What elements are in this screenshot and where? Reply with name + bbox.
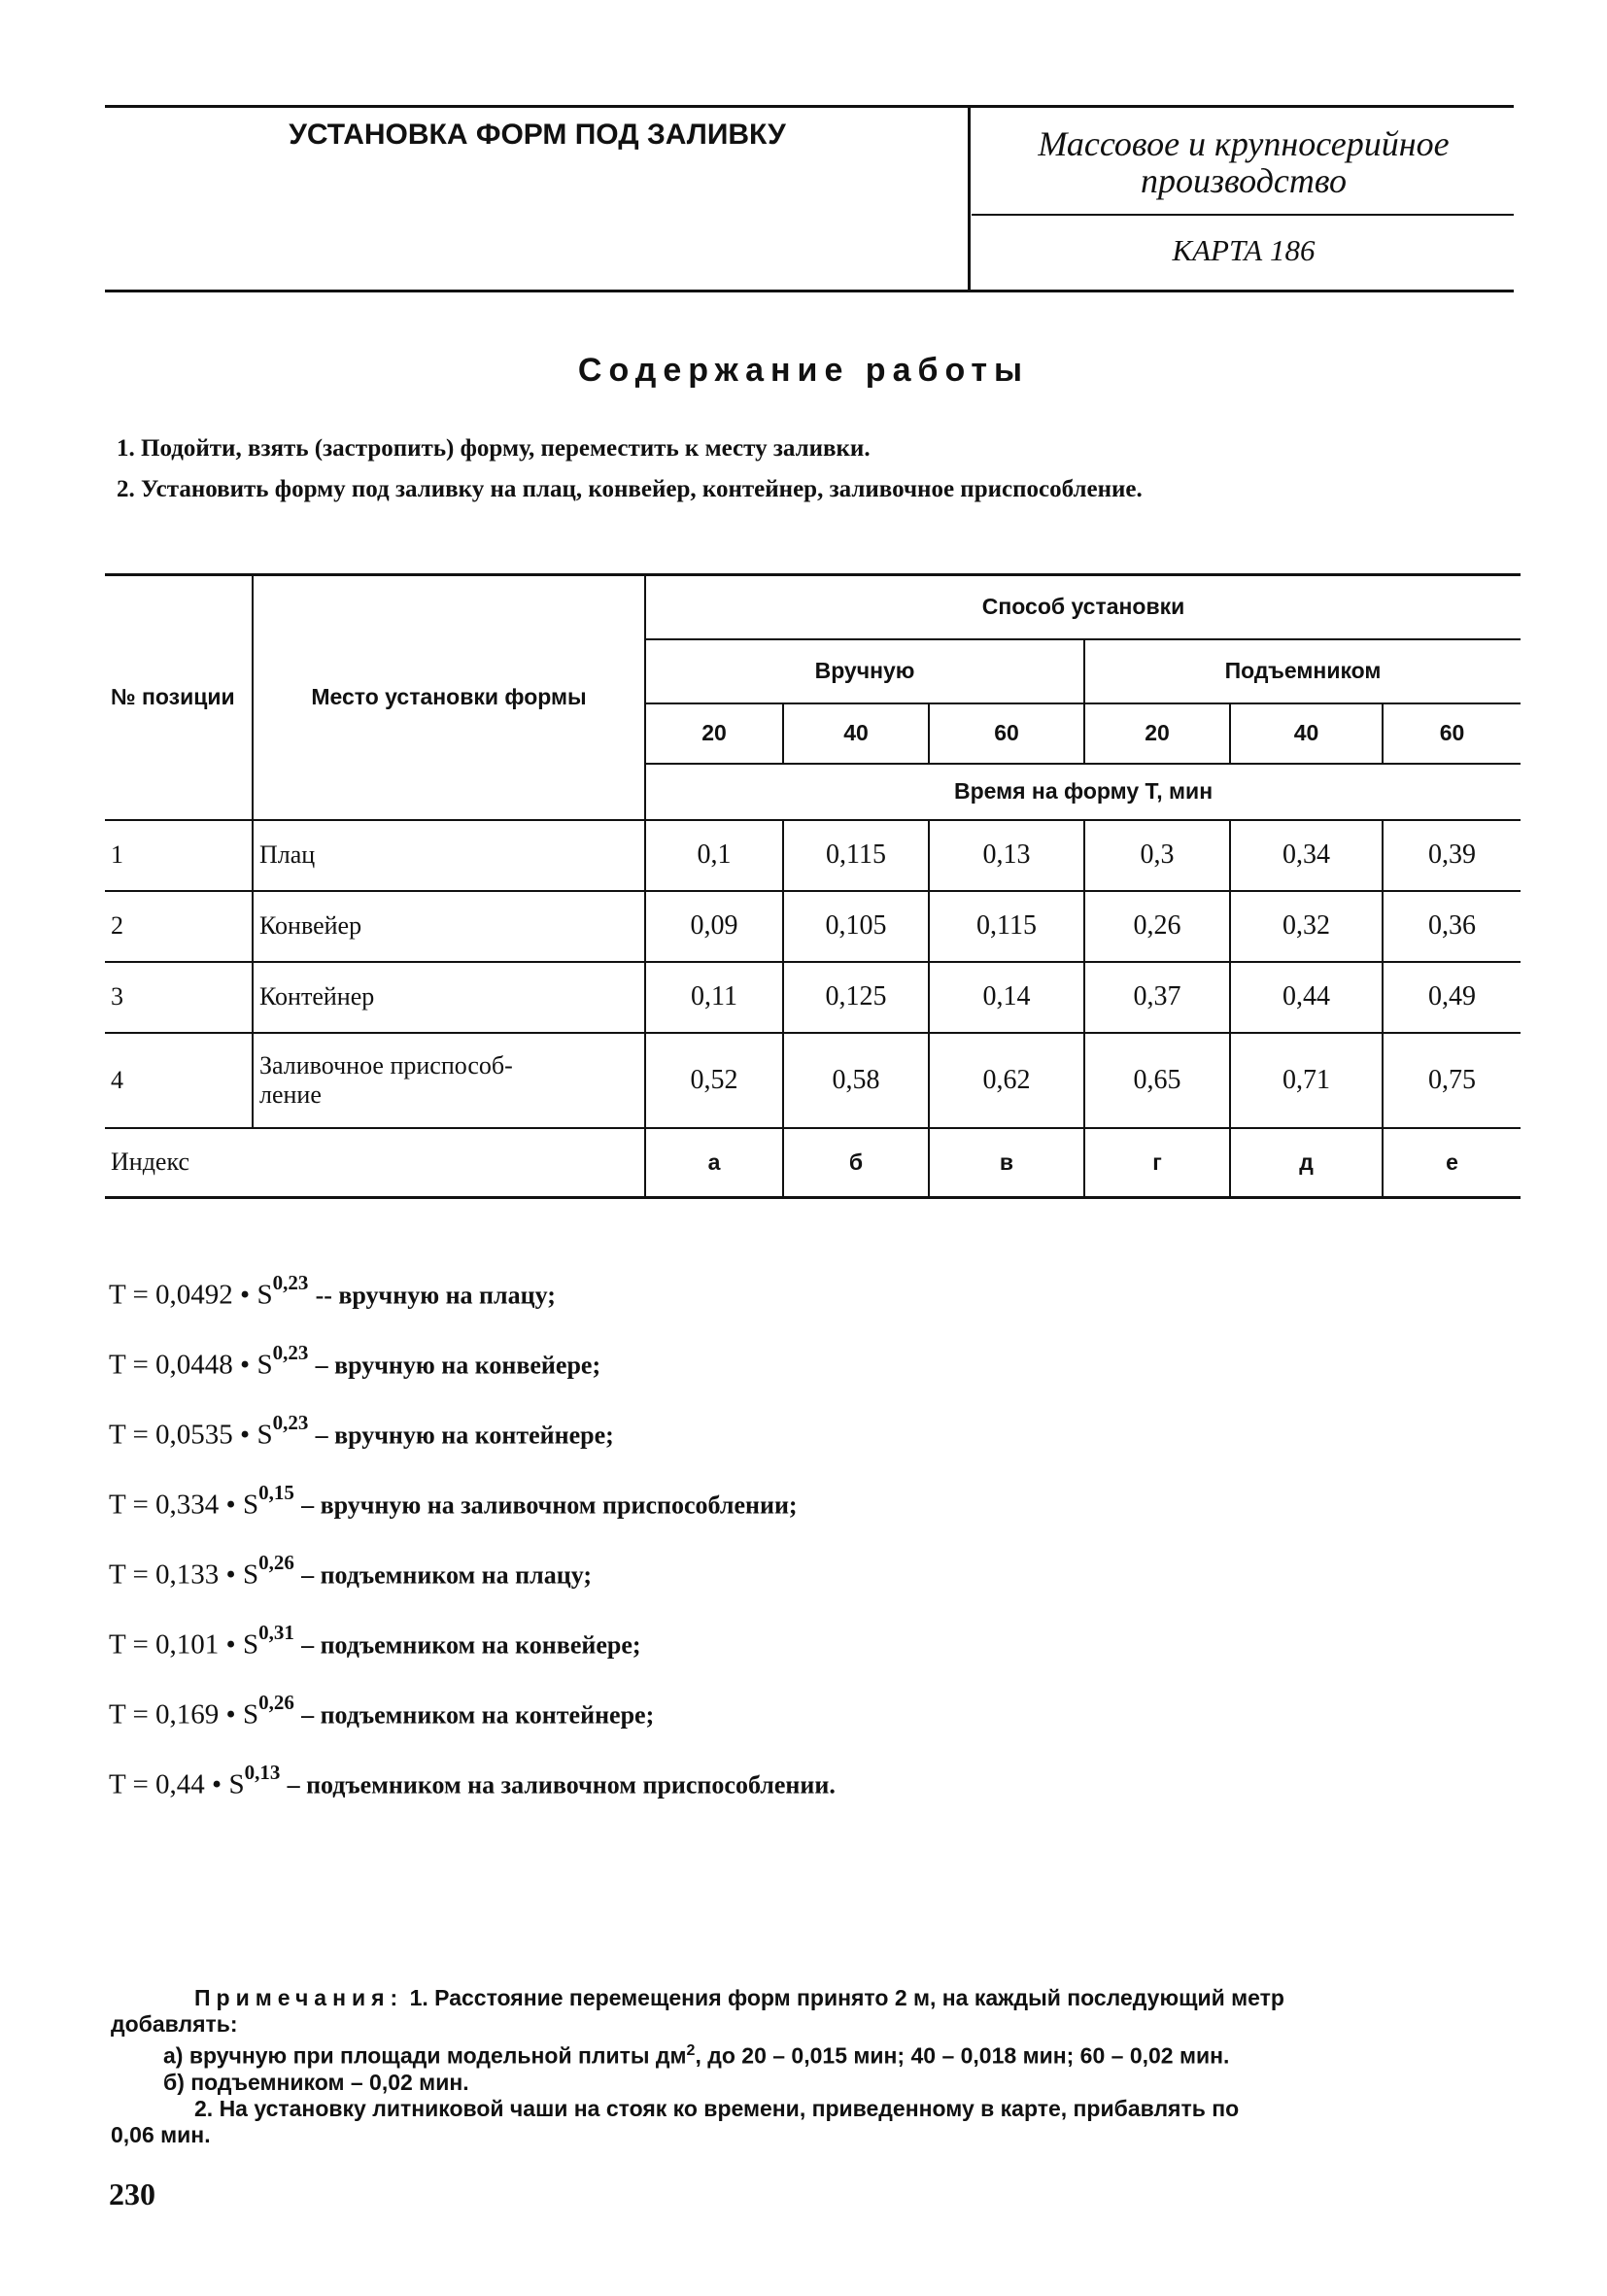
value-cell: 0,71: [1230, 1033, 1383, 1128]
header-position: № позиции: [105, 575, 253, 820]
row-place-line1: Заливочное приспособ-: [259, 1050, 513, 1079]
value-cell: 0,125: [783, 962, 929, 1033]
header-method: Способ установки: [645, 575, 1521, 639]
value-cell: 0,58: [783, 1033, 929, 1128]
size-header: 60: [1383, 703, 1521, 764]
index-cell: г: [1084, 1128, 1230, 1198]
value-cell: 0,14: [929, 962, 1084, 1033]
notes-line: 2. На установку литниковой чаши на стояк ко времени, приведенному в карте, прибавлять по: [194, 2095, 1240, 2121]
formula: T = 0,0448 • S$^{0,23}$ – вручную на конвейере;: [109, 1341, 601, 1381]
notes-line: Примечания: 1. Расстояние перемещения форм принято 2 м, на каждый последующий метр: [194, 1985, 1284, 2010]
size-header: 20: [645, 703, 783, 764]
header-top-rule: [105, 105, 1514, 108]
value-cell: 0,32: [1230, 891, 1383, 962]
value-cell: 0,11: [645, 962, 783, 1033]
value-cell: 0,37: [1084, 962, 1230, 1033]
card-title: УСТАНОВКА ФОРМ ПОД ЗАЛИВКУ: [289, 119, 786, 151]
value-cell: 0,44: [1230, 962, 1383, 1033]
value-cell: 0,65: [1084, 1033, 1230, 1128]
size-header: 20: [1084, 703, 1230, 764]
value-cell: 0,52: [645, 1033, 783, 1128]
size-header: 40: [783, 703, 929, 764]
formula: T = 0,0492 • S$^{0,23}$ -- вручную на плацу;: [109, 1271, 556, 1311]
value-cell: 0,115: [783, 820, 929, 891]
work-step-2: 2. Установить форму под заливку на плац, конвейер, контейнер, заливочное приспособление.: [117, 476, 1143, 502]
notes-label: Примечания:: [194, 1985, 404, 2010]
card-number: КАРТА 186: [1172, 233, 1316, 267]
table-row: [105, 1033, 1521, 1128]
header-place: Место установки формы: [253, 575, 645, 820]
row-place: [253, 1033, 645, 1128]
value-cell: 0,62: [929, 1033, 1084, 1128]
row-place: Контейнер: [253, 962, 645, 1033]
production-type-line1: Массовое и крупносерийное: [1038, 124, 1450, 163]
index-cell: е: [1383, 1128, 1521, 1198]
value-cell: 0,36: [1383, 891, 1521, 962]
header-manual: Вручную: [645, 639, 1084, 703]
header-bottom-rule: [105, 290, 1514, 292]
row-place: Конвейер: [253, 891, 645, 962]
notes-line: 0,06 мин.: [111, 2121, 211, 2147]
header-time: Время на форму Т, мин: [645, 764, 1521, 820]
value-cell: 0,49: [1383, 962, 1521, 1033]
production-type-line2: производство: [1140, 161, 1348, 200]
row-position: 4: [105, 1033, 253, 1128]
work-content-title: Содержание работы: [577, 352, 1030, 389]
work-step-1: 1. Подойти, взять (застропить) форму, переместить к месту заливки.: [117, 435, 871, 462]
formula: T = 0,169 • S$^{0,26}$ – подъемником на контейнере;: [109, 1691, 655, 1731]
index-label: Индекс: [105, 1128, 645, 1198]
index-row: [105, 1128, 1521, 1198]
value-cell: 0,13: [929, 820, 1084, 891]
row-position: 3: [105, 962, 253, 1033]
table-row: [105, 891, 1521, 962]
index-cell: б: [783, 1128, 929, 1198]
table-row: [105, 820, 1521, 891]
row-place: Плац: [253, 820, 645, 891]
index-cell: д: [1230, 1128, 1383, 1198]
value-cell: 0,1: [645, 820, 783, 891]
table-row: [105, 962, 1521, 1033]
value-cell: 0,75: [1383, 1033, 1521, 1128]
header-mid-rule: [972, 214, 1514, 216]
notes-line: добавлять:: [111, 2011, 238, 2037]
size-header: 40: [1230, 703, 1383, 764]
size-header: 60: [929, 703, 1084, 764]
index-cell: а: [645, 1128, 783, 1198]
row-place-line2: ление: [259, 1079, 322, 1109]
formula: T = 0,133 • S$^{0,26}$ – подъемником на плацу;: [109, 1551, 593, 1591]
value-cell: 0,09: [645, 891, 783, 962]
formula: T = 0,334 • S$^{0,15}$ – вручную на заливочном приспособлении;: [109, 1481, 798, 1521]
notes-line: а) вручную при площади модельной плиты $дм^2$, до 20 – 0,015 мин; 40 – 0,018 мин; 60 – 0,02 мин.: [163, 2042, 1230, 2069]
value-cell: 0,115: [929, 891, 1084, 962]
header-lift: Подъемником: [1084, 639, 1521, 703]
value-cell: 0,26: [1084, 891, 1230, 962]
page-number: 230: [109, 2176, 155, 2211]
value-cell: 0,3: [1084, 820, 1230, 891]
value-cell: 0,105: [783, 891, 929, 962]
row-position: 1: [105, 820, 253, 891]
row-position: 2: [105, 891, 253, 962]
notes: [111, 1985, 1510, 2148]
formula: T = 0,101 • S$^{0,31}$ – подъемником на конвейере;: [109, 1621, 641, 1661]
index-cell: в: [929, 1128, 1084, 1198]
formula: T = 0,44 • S$^{0,13}$ – подъемником на заливочном приспособлении.: [109, 1761, 836, 1800]
norms-table: [105, 573, 1521, 1199]
formula: T = 0,0535 • S$^{0,23}$ – вручную на контейнере;: [109, 1411, 614, 1451]
value-cell: 0,34: [1230, 820, 1383, 891]
value-cell: 0,39: [1383, 820, 1521, 891]
notes-line: б) подъемником – 0,02 мин.: [163, 2069, 469, 2095]
